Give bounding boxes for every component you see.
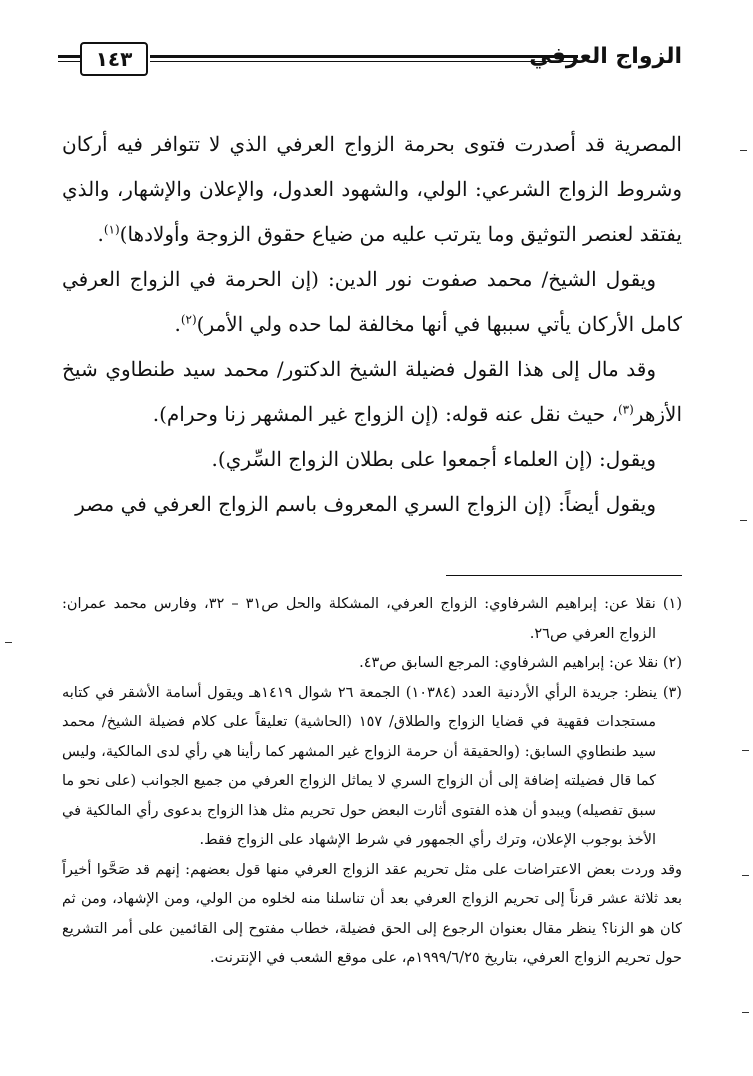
footnote-3-continuation: وقد وردت بعض الاعتراضات على مثل تحريم عقد الزواج العرفي منها قول بعضهم: إنهم قد صَحَّوا أخيراً بعد ثلاثة عشر قرناً إلى تحريم الزواج العرفي بعد أن تناسلنا منه لخلوه من الولي، ومن الإشهاد، ومن ثم كان هو الزنا؟ ينظر مقال بعنوان الرجوع إلى الحق فضيلة، خطاب مفتوح إلى القائمين على أمر التشريع حول تحريم الزواج العرفي، بتاريخ ١٩٩٩/٦/٢٥م، على موقع الشعب في الإنترنت. xyxy=(62,861,682,966)
page-number-box xyxy=(80,42,148,76)
paragraph-3 xyxy=(62,347,682,437)
paragraph-1-text: المصرية قد أصدرت فتوى بحرمة الزواج العرفي الذي لا تتوافر فيه أركان وشروط الزواج الشرعي: الولي، والشهود العدول، والإعلان والإشهار، والذي يفتقد لعنصر التوثيق وما يترتب عليه من ضياع حقوق الزوجة وأولادها) xyxy=(62,132,682,246)
running-title: الزواج العرفي xyxy=(529,44,682,69)
footnote-ref-2: (٢) xyxy=(180,312,197,327)
paragraph-3-text-b: ، حيث نقل عنه قوله: (إن الزواج غير المشهر زنا وحرام). xyxy=(152,402,618,426)
footnote-separator xyxy=(446,575,682,576)
footnotes xyxy=(62,590,682,974)
margin-mark xyxy=(742,875,749,876)
margin-mark xyxy=(5,642,12,643)
footnote-1: (١) نقلا عن: إبراهيم الشرفاوي: الزواج العرفي، المشكلة والحل ص٣١ – ٣٢، وفارس محمد عمران: الزواج العرفي ص٢٦. xyxy=(62,596,683,642)
page-header xyxy=(58,42,682,78)
footnote-ref-1: (١) xyxy=(103,222,120,237)
header-rule-left xyxy=(58,55,80,62)
margin-mark xyxy=(740,520,747,521)
margin-mark xyxy=(740,150,747,151)
page-number: ١٤٣ xyxy=(95,47,133,71)
paragraph-2-text: ويقول الشيخ/ محمد صفوت نور الدين: (إن الحرمة في الزواج العرفي كامل الأركان يأتي سببها في أنها مخالفة لما حده ولي الأمر) xyxy=(62,267,682,336)
margin-mark xyxy=(742,750,749,751)
paragraph-5: ويقول أيضاً: (إن الزواج السري المعروف باسم الزواج العرفي في مصر xyxy=(75,492,656,516)
footnote-2: (٢) نقلا عن: إبراهيم الشرفاوي: المرجع السابق ص٤٣. xyxy=(359,655,682,671)
paragraph-4: ويقول: (إن العلماء أجمعوا على بطلان الزواج السِّري). xyxy=(211,447,656,471)
footnote-3: (٣) ينظر: جريدة الرأي الأردنية العدد (١٠٣٨٤) الجمعة ٢٦ شوال ١٤١٩هـ ويقول أسامة الأشقر في كتابه مستجدات فقهية في قضايا الزواج والطلاق/ ١٥٧ (الحاشية) تعليقاً على كلام فضيلة الشيخ/ محمد سيد طنطاوي السابق: (والحقيقة أن حرمة الزواج غير المشهر كما رأينا هي رأي لدى المالكية، وليس كما قال فضيلته إضافة إلى أن الزواج السري لا يماثل الزواج العرفي من جميع الجوانب (على نحو ما سبق تفصيله) ويبدو أن هذه الفتوى أثارت البعض حول تحريم مثل هذا الزواج بدعوى رأي المالكية في الأخذ بوجوب الإعلان، وترك رأي الجمهور في شرط الإشهاد على الزواج فقط. xyxy=(62,684,682,848)
header-rule xyxy=(150,55,578,62)
paragraph-2-end: . xyxy=(174,312,181,336)
footnote-ref-3: (٣) xyxy=(617,402,634,417)
paragraph-3-text-a: وقد مال إلى هذا القول فضيلة الشيخ الدكتور/ محمد سيد طنطاوي شيخ الأزهر xyxy=(62,357,682,426)
paragraph-2 xyxy=(62,257,682,347)
paragraph-1-end: . xyxy=(97,222,104,246)
paragraph-1 xyxy=(62,122,682,257)
margin-mark xyxy=(742,1012,749,1013)
main-text xyxy=(62,122,682,527)
